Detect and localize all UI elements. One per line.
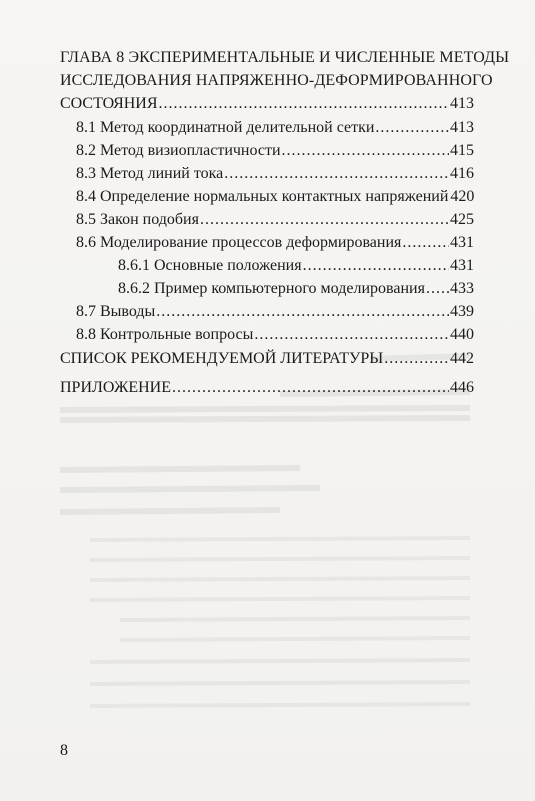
toc-entry [76,141,474,161]
toc-entry-page: 431 [450,234,474,251]
toc-entry-title: 8.6.2 Пример компьютерного моделирования [118,280,425,297]
toc-entry [76,302,474,322]
leader-dots [156,302,449,322]
toc-entry-title: 8.1 Метод координатной делительной сетки [76,119,375,136]
toc-entry-page: 431 [450,257,474,274]
toc-entry-title: 8.2 Метод визиопластичности [76,142,281,159]
bibliography-entry [60,349,474,369]
appendix-title: ПРИЛОЖЕНИЕ [60,379,172,396]
appendix-entry [60,378,474,398]
leader-dots [402,233,449,253]
toc-entry-page: 413 [450,119,474,136]
toc-entry [76,187,474,207]
toc-entry-title: 8.7 Выводы [76,303,156,320]
toc-entry-title: 8.3 Метод линий тока [76,165,224,182]
bibliography-title: СПИСОК РЕКОМЕНДУЕМОЙ ЛИТЕРАТУРЫ [60,350,384,367]
leader-dots [254,325,449,345]
leader-dots [426,279,449,299]
leader-dots [282,141,449,161]
toc-entry-title: 8.5 Закон подобия [76,211,199,228]
toc-entry-page: 420 [450,188,475,205]
toc-entry-title: 8.8 Контрольные вопросы [76,326,254,343]
leader-dots [303,256,449,276]
toc-entry-title: 8.6 Моделирование процессов деформирования [76,234,402,251]
toc-entry-page: 415 [450,142,474,159]
toc-entry-title: 8.6.1 Основные положения [118,257,302,274]
leader-dots [159,94,449,114]
toc-subentry [118,279,474,299]
chapter-title-line-2: ИССЛЕДОВАНИЯ НАПРЯЖЕННО-ДЕФОРМИРОВАННОГО [60,72,493,89]
leader-dots [384,349,449,369]
toc-entry-page: 416 [450,165,474,182]
toc-entry [76,233,474,253]
toc-entry [76,118,474,138]
page-number: 8 [60,742,68,759]
toc-entry-page: 433 [450,280,474,297]
toc-entry [76,210,474,230]
toc-subentry [118,256,474,276]
appendix-page: 446 [450,379,474,396]
leader-dots [172,378,449,398]
toc-entry-title: 8.4 Определение нормальных контактных напряжений [76,188,449,205]
toc-entry-page: 425 [450,211,474,228]
chapter-page: 413 [450,95,474,112]
leader-dots [224,164,449,184]
chapter-title-line-1: ГЛАВА 8 ЭКСПЕРИМЕНТАЛЬНЫЕ И ЧИСЛЕННЫЕ МЕТОДЫ [60,49,510,66]
chapter-entry [60,94,474,114]
leader-dots [375,118,449,138]
toc-entry-page: 440 [450,326,474,343]
chapter-title-line-3: СОСТОЯНИЯ [60,95,158,112]
bibliography-page: 442 [450,350,474,367]
toc-entry-page: 439 [450,303,474,320]
toc-entry [76,325,474,345]
toc-entry [76,164,474,184]
leader-dots [200,210,449,230]
